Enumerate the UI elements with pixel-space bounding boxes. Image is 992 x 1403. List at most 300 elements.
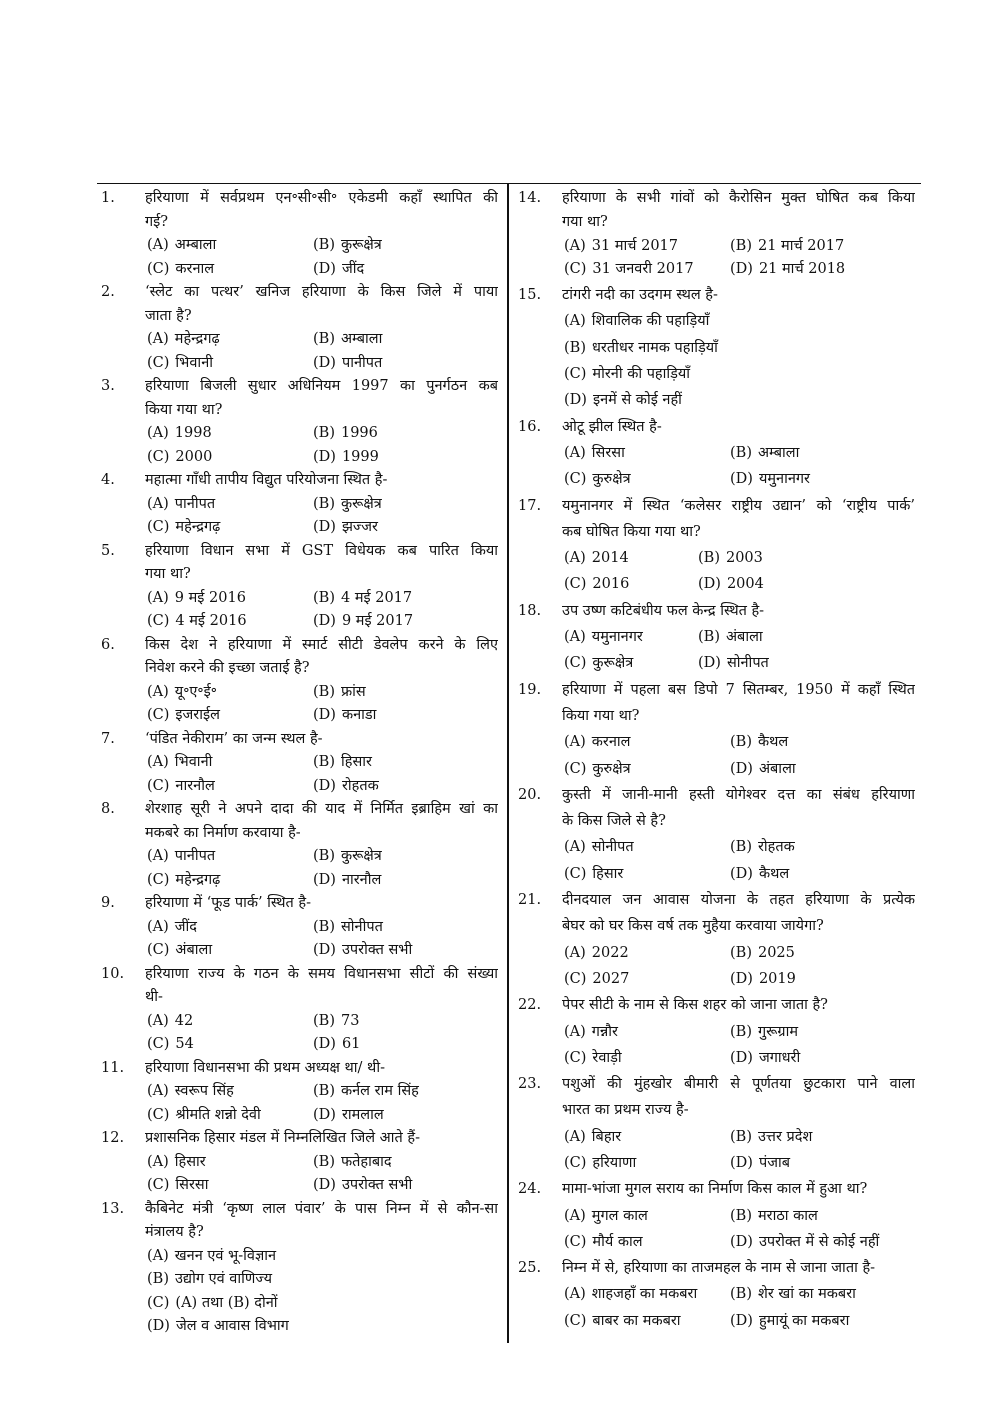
- question-body: [562, 992, 915, 1071]
- option-label: (A): [147, 495, 169, 512]
- option-label: (B): [313, 237, 335, 253]
- option-text: कनाडा: [341, 707, 377, 723]
- option-label: (D): [730, 760, 753, 777]
- option-text: 2000: [175, 448, 213, 465]
- option-text: कुरूक्षेत्र: [340, 848, 382, 864]
- option-label: (B): [313, 918, 335, 935]
- question-text-line: हरियाणा में ‘फूड पार्क’ स्थित है-: [145, 895, 312, 911]
- option-text: 2027: [592, 970, 630, 987]
- option-text: मराठा काल: [757, 1207, 818, 1224]
- option: [313, 751, 372, 775]
- option-text: उपरोक्त सभी: [341, 1177, 413, 1193]
- option: [564, 235, 730, 259]
- option-text: 4 मई 2017: [340, 589, 413, 606]
- option: [147, 234, 313, 258]
- question-body: [145, 892, 498, 963]
- option-row: [564, 756, 915, 782]
- option-row: [147, 493, 498, 517]
- option-text: फ्रांस: [340, 683, 366, 700]
- option-label: (D): [564, 392, 587, 409]
- option-row: [564, 940, 915, 966]
- option: [730, 1281, 856, 1307]
- option-label: (C): [564, 1049, 587, 1066]
- option-text: शेर खां का मकबरा: [757, 1286, 856, 1303]
- option: [313, 234, 382, 258]
- option-label: (B): [564, 339, 586, 356]
- option-text: 2003: [725, 550, 763, 567]
- question-number: 21.: [518, 892, 542, 909]
- option-text: हरियाणा: [592, 1154, 637, 1171]
- question-text-line: प्रशासनिक हिसार मंडल में निम्नलिखित जिले आते हैं-: [145, 1130, 420, 1146]
- question-text-line: महात्मा गाँधी तापीय विद्युत परियोजना स्थित है-: [145, 472, 388, 488]
- option-label: (A): [147, 754, 169, 770]
- option-label: (B): [698, 629, 720, 646]
- option-text: खनन एवं भू-विज्ञान: [174, 1247, 277, 1264]
- option-row: [564, 545, 915, 571]
- question-body: [145, 798, 498, 892]
- option: [564, 1308, 730, 1334]
- option: [564, 571, 698, 597]
- option-text: 1998: [174, 425, 212, 441]
- option-text: झज्जर: [341, 519, 378, 535]
- option-text: यू॰ए॰ई॰: [174, 683, 217, 700]
- question-text-line: जाता है?: [145, 307, 192, 324]
- option: [313, 939, 412, 963]
- option: [313, 1010, 359, 1034]
- option: [313, 446, 379, 470]
- option-text: नारनौल: [341, 871, 382, 888]
- option: [313, 610, 413, 634]
- option-row: [564, 624, 915, 650]
- option-row: [147, 258, 498, 282]
- question-item: [101, 187, 496, 281]
- question-number: 14.: [518, 190, 542, 206]
- option-text: अंबाला: [175, 942, 213, 958]
- option-row: [147, 916, 498, 940]
- question-number: 7.: [101, 730, 115, 747]
- option-row: [564, 1203, 915, 1229]
- option-row: [147, 751, 498, 775]
- option-label: (D): [313, 260, 336, 277]
- question-text-line: हरियाणा के सभी गांवों को कैरोसिन मुक्त घोषित कब किया: [562, 190, 915, 206]
- option-label: (C): [147, 613, 170, 629]
- question-number: 10.: [101, 965, 125, 982]
- option-text: हिसार: [340, 754, 372, 770]
- option-text: 54: [175, 1036, 194, 1052]
- option-text: सोनीपत: [340, 918, 383, 935]
- option-label: (A): [564, 1286, 586, 1303]
- option-text: कुरुक्षेत्र: [592, 760, 631, 777]
- question-text-line: किया गया था?: [145, 401, 223, 418]
- option-label: (D): [313, 613, 336, 629]
- option-row: [147, 1292, 498, 1316]
- option-row: [564, 1229, 915, 1255]
- option: [564, 650, 698, 676]
- option: [730, 966, 796, 992]
- option: [730, 940, 795, 966]
- question-text-line: किया गया था?: [562, 707, 640, 724]
- option-text: 4 मई 2016: [175, 613, 247, 629]
- option-text: 61: [341, 1036, 361, 1052]
- option-row: [564, 361, 915, 387]
- option: [564, 861, 730, 887]
- option: [313, 493, 382, 517]
- option-text: 2004: [726, 576, 764, 593]
- option-label: (C): [564, 576, 587, 593]
- option: [147, 681, 313, 705]
- question-body: [562, 782, 915, 887]
- option-text: रोहतक: [757, 839, 795, 856]
- question-body: [145, 540, 498, 634]
- question-body: [145, 469, 498, 540]
- option: [147, 352, 313, 376]
- option: [313, 516, 378, 540]
- option: [730, 861, 789, 887]
- option-label: (C): [564, 471, 587, 488]
- option-label: (C): [147, 1294, 170, 1311]
- option-label: (B): [730, 1128, 752, 1145]
- option-text: 31 जनवरी 2017: [592, 261, 694, 278]
- option-label: (A): [147, 237, 169, 253]
- option: [147, 751, 313, 775]
- option-text: 1996: [340, 425, 378, 441]
- question-text-line: ‘पंडित नेकीराम’ का जन्म स्थल है-: [145, 730, 323, 747]
- option-row: [564, 1308, 915, 1334]
- option: [147, 1292, 278, 1316]
- option-text: 2025: [757, 944, 795, 961]
- option-label: (A): [147, 848, 169, 864]
- option-text: मोरनी की पहाड़ियाँ: [592, 366, 691, 383]
- option-label: (A): [564, 629, 586, 646]
- option: [564, 1281, 730, 1307]
- question-number: 20.: [518, 786, 542, 803]
- question-body: [562, 1176, 915, 1255]
- option-text: जेल व आवास विभाग: [175, 1318, 289, 1334]
- question-item: [101, 798, 496, 892]
- option-label: (A): [564, 1128, 586, 1145]
- question-body: [562, 1071, 915, 1176]
- option: [147, 610, 313, 634]
- option: [564, 440, 730, 466]
- top-rule: [97, 183, 921, 184]
- question-text-line: कुस्ती में जानी-मानी हस्ती योगेश्वर दत्त का संबंध हरियाणा: [562, 786, 915, 803]
- option-text: पंजाब: [758, 1154, 790, 1171]
- option-text: भिवानी: [175, 354, 213, 371]
- question-text-line: कब घोषित किया गया था?: [562, 523, 701, 540]
- option: [147, 1033, 313, 1057]
- option-text: 73: [340, 1012, 360, 1029]
- option-row: [564, 308, 915, 334]
- option-label: (C): [147, 1177, 170, 1193]
- option: [313, 681, 366, 705]
- option: [147, 258, 313, 282]
- question-text-line: हरियाणा में सर्वप्रथम एन॰सी॰सी॰ एकेडमी कहाँ स्थापित की: [145, 190, 498, 206]
- option-label: (B): [730, 1023, 752, 1040]
- question-text-line: गई?: [145, 213, 169, 230]
- option-label: (D): [313, 707, 336, 723]
- option-text: इजराईल: [175, 707, 220, 723]
- option-row: [147, 234, 498, 258]
- option-label: (D): [147, 1318, 170, 1334]
- option-row: [564, 1019, 915, 1045]
- option-text: रेवाड़ी: [592, 1049, 622, 1066]
- option-label: (C): [564, 970, 587, 987]
- question-text-line: पेपर सीटी के नाम से किस शहर को जाना जाता है?: [562, 997, 828, 1014]
- option-label: (A): [147, 683, 169, 700]
- option-text: सिरसा: [175, 1177, 209, 1193]
- option-text: महेन्द्रगढ़: [175, 871, 221, 888]
- option-row: [564, 258, 915, 282]
- option: [313, 352, 382, 376]
- option-label: (D): [313, 1106, 336, 1123]
- option: [313, 587, 412, 611]
- question-text-line: ‘स्लेट का पत्थर’ खनिज हरियाणा के किस जिले में पाया: [145, 284, 498, 300]
- question-item: [518, 598, 913, 677]
- option-row: [564, 1045, 915, 1071]
- option-label: (A): [564, 444, 586, 461]
- option-text: कैथल: [758, 865, 790, 882]
- question-text-line: उप उष्ण कटिबंधीय फल केन्द्र स्थित है-: [562, 602, 765, 619]
- option-label: (C): [147, 1036, 170, 1052]
- option-label: (C): [147, 519, 170, 535]
- option: [313, 845, 382, 869]
- option-label: (B): [313, 1012, 335, 1029]
- option: [147, 869, 313, 893]
- option-text: करनाल: [591, 734, 631, 751]
- option-label: (A): [564, 237, 586, 254]
- left-column: [101, 187, 496, 1339]
- option-label: (D): [313, 871, 336, 888]
- question-number: 16.: [518, 418, 542, 435]
- option: [564, 1124, 730, 1150]
- option-label: (B): [313, 589, 335, 606]
- option: [147, 446, 313, 470]
- option-text: महेन्द्रगढ़: [175, 519, 221, 535]
- option-row: [147, 446, 498, 470]
- question-item: [101, 469, 496, 540]
- option-text: रामलाल: [341, 1106, 384, 1123]
- option-label: (B): [730, 839, 752, 856]
- option-text: बाबर का मकबरा: [592, 1312, 681, 1329]
- option-label: (A): [564, 313, 586, 330]
- option-text: कुरूक्षेत्र: [340, 495, 382, 512]
- option: [730, 729, 788, 755]
- question-text-line: गया था?: [145, 566, 191, 582]
- option-text: यमुनानगर: [591, 629, 643, 646]
- option-label: (D): [313, 1177, 336, 1193]
- option: [313, 775, 379, 799]
- option: [147, 939, 313, 963]
- option-label: (B): [313, 754, 335, 770]
- option-label: (A): [147, 1083, 169, 1099]
- question-number: 19.: [518, 681, 542, 698]
- option-label: (A): [564, 839, 586, 856]
- question-text-line: निवेश करने की इच्छा जताई है?: [145, 660, 310, 676]
- option-label: (D): [313, 777, 336, 794]
- question-body: [145, 728, 498, 799]
- question-number: 4.: [101, 472, 115, 488]
- option: [730, 235, 844, 259]
- question-text-line: किस देश ने हरियाणा में स्मार्ट सीटी डेवलेप करने के लिए: [145, 636, 498, 653]
- question-item: [101, 1057, 496, 1128]
- option-row: [147, 328, 498, 352]
- option-text: कुरूक्षेत्र: [592, 655, 634, 672]
- option-label: (C): [147, 354, 170, 371]
- option-row: [147, 587, 498, 611]
- question-text-line: मामा-भांजा मुगल सराय का निर्माण किस काल में हुआ था?: [562, 1181, 868, 1198]
- option: [147, 1315, 289, 1339]
- option-text: 21 मार्च 2018: [758, 261, 846, 278]
- option-text: 9 मई 2016: [174, 589, 246, 606]
- question-item: [518, 1071, 913, 1176]
- question-body: [145, 375, 498, 469]
- option: [730, 1124, 812, 1150]
- option-label: (B): [313, 848, 335, 864]
- option-label: (B): [730, 734, 752, 751]
- option: [313, 1174, 412, 1198]
- question-item: [101, 963, 496, 1057]
- question-text-line: पशुओं की मुंहखोर बीमारी से पूर्णतया छुटकारा पाने वाला: [562, 1076, 915, 1093]
- option: [564, 361, 690, 387]
- question-item: [101, 728, 496, 799]
- option-text: जगाधरी: [758, 1049, 801, 1066]
- option-text: कुरुक्षेत्र: [592, 471, 631, 488]
- option-row: [147, 1010, 498, 1034]
- question-number: 17.: [518, 497, 542, 514]
- question-body: [145, 1057, 498, 1128]
- option-text: फतेहाबाद: [340, 1153, 392, 1170]
- option-row: [564, 729, 915, 755]
- option: [313, 869, 381, 893]
- option-label: (C): [564, 366, 587, 383]
- question-text-line: मकबरे का निर्माण करवाया है-: [145, 824, 301, 841]
- question-item: [101, 540, 496, 634]
- option-label: (A): [147, 918, 169, 935]
- option-text: धरतीधर नामक पहाड़ियाँ: [591, 339, 718, 356]
- option-label: (D): [313, 448, 336, 465]
- option-label: (B): [147, 1271, 169, 1287]
- option: [698, 650, 769, 676]
- option-text: शाहजहाँ का मकबरा: [591, 1286, 698, 1303]
- question-number: 8.: [101, 801, 115, 817]
- question-text-line: हरियाणा विधानसभा की प्रथम अध्यक्ष था/ थी-: [145, 1059, 385, 1076]
- option-label: (C): [147, 871, 170, 888]
- option-text: गुरूग्राम: [757, 1023, 799, 1040]
- option: [730, 1308, 849, 1334]
- option-text: अंबाला: [725, 629, 763, 646]
- option-label: (D): [313, 1036, 336, 1052]
- option-text: पानीपत: [174, 848, 216, 864]
- option-label: (C): [147, 448, 170, 465]
- option-label: (A): [564, 1207, 586, 1224]
- question-item: [518, 1176, 913, 1255]
- option-label: (D): [698, 576, 721, 593]
- option-row: [147, 1151, 498, 1175]
- option-label: (C): [147, 260, 170, 277]
- option-text: करनाल: [175, 260, 215, 277]
- option-label: (D): [730, 865, 753, 882]
- option-text: 2022: [591, 944, 629, 961]
- option: [147, 587, 313, 611]
- option-row: [564, 335, 915, 361]
- option-label: (B): [313, 1153, 335, 1170]
- option-text: (A) तथा (B) दोनों: [175, 1294, 278, 1311]
- option: [564, 387, 682, 413]
- option-text: शिवालिक की पहाड़ियाँ: [591, 313, 710, 330]
- option-row: [564, 861, 915, 887]
- option: [730, 834, 795, 860]
- question-body: [145, 634, 498, 728]
- option-label: (C): [147, 942, 170, 958]
- question-number: 22.: [518, 997, 542, 1014]
- option-text: स्वरूप सिंह: [174, 1083, 234, 1099]
- option-row: [147, 1245, 498, 1269]
- option-text: 1999: [341, 448, 379, 465]
- question-text-line: हरियाणा राज्य के गठन के समय विधानसभा सीटों की संख्या: [145, 965, 498, 982]
- option-text: जींद: [341, 260, 365, 277]
- option-label: (A): [147, 1247, 169, 1264]
- question-text-line: कैबिनेट मंत्री ‘कृष्ण लाल पंवार’ के पास निम्न में से कौन-सा: [145, 1200, 498, 1217]
- option: [313, 258, 364, 282]
- option-text: 21 मार्च 2017: [757, 237, 845, 254]
- option-text: अम्बाला: [340, 331, 383, 347]
- option: [147, 845, 313, 869]
- option-text: 9 मई 2017: [341, 613, 414, 629]
- option-row: [147, 1033, 498, 1057]
- option-text: 2014: [591, 550, 629, 567]
- question-number: 2.: [101, 284, 115, 300]
- option-label: (C): [564, 760, 587, 777]
- option-label: (C): [564, 261, 587, 278]
- column-divider: [507, 183, 509, 1343]
- question-number: 15.: [518, 287, 542, 304]
- option: [564, 1150, 730, 1176]
- option-text: 31 मार्च 2017: [591, 237, 679, 254]
- question-item: [518, 493, 913, 598]
- option-row: [147, 939, 498, 963]
- option-label: (A): [147, 1153, 169, 1170]
- question-body: [562, 414, 915, 493]
- option: [730, 756, 796, 782]
- option-label: (B): [313, 331, 335, 347]
- option-label: (B): [698, 550, 720, 567]
- option-row: [147, 1080, 498, 1104]
- option-text: सोनीपत: [591, 839, 634, 856]
- question-text-line: थी-: [145, 989, 163, 1005]
- option: [147, 328, 313, 352]
- option-text: कैथल: [757, 734, 789, 751]
- option-text: अंबाला: [758, 760, 796, 777]
- option: [313, 422, 378, 446]
- option: [730, 1229, 879, 1255]
- question-item: [101, 1127, 496, 1198]
- question-body: [145, 1127, 498, 1198]
- option: [730, 1150, 790, 1176]
- option-label: (B): [730, 944, 752, 961]
- option-row: [147, 516, 498, 540]
- option-row: [147, 352, 498, 376]
- option: [564, 966, 730, 992]
- option-text: 42: [174, 1012, 194, 1029]
- question-number: 3.: [101, 378, 115, 394]
- option-label: (D): [730, 1154, 753, 1171]
- question-item: [518, 782, 913, 887]
- option: [564, 1045, 730, 1071]
- option-row: [564, 1124, 915, 1150]
- option-text: जींद: [174, 918, 198, 935]
- question-item: [518, 187, 913, 282]
- option-text: रोहतक: [341, 777, 379, 794]
